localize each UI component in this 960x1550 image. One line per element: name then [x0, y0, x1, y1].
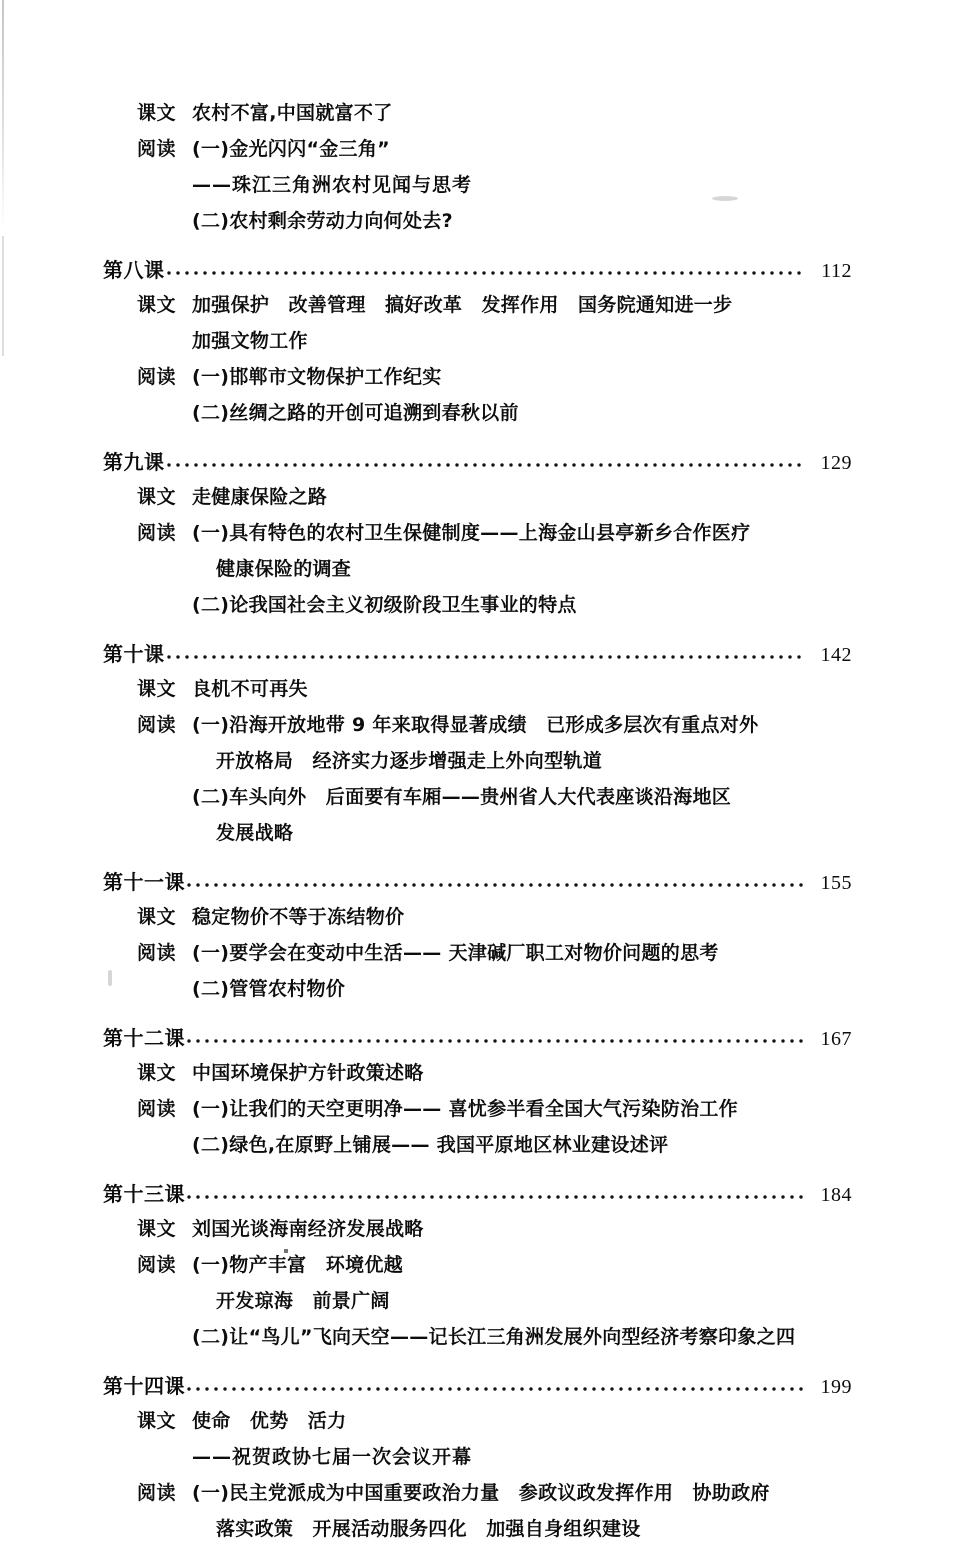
toc-entry-label: 阅读	[137, 1254, 177, 1276]
toc-entry-row	[0, 710, 960, 746]
lesson-title: 第八课	[103, 258, 165, 282]
toc-entry-text: 开放格局 经济实力逐步增强走上外向型轨道	[216, 750, 603, 772]
toc-entry-continuation	[0, 170, 960, 206]
toc-entry-row	[0, 98, 960, 134]
toc-entry-text: ——珠江三角洲农村见闻与思考	[192, 174, 473, 196]
toc-entry-text: (一)让我们的天空更明净—— 喜忧参半看全国大气污染防治工作	[192, 1098, 738, 1120]
toc-entry-row	[0, 902, 960, 938]
lesson-header-row[interactable]	[0, 1370, 960, 1406]
toc-entry-text: (二)让“鸟儿”飞向天空——记长江三角洲发展外向型经济考察印象之四	[192, 1326, 796, 1348]
toc-entry-text: (一)具有特色的农村卫生保健制度——上海金山县亭新乡合作医疗	[192, 522, 751, 544]
page-number: 129	[820, 452, 852, 474]
toc-entry-label: 阅读	[137, 714, 177, 736]
toc-entry-text: (一)物产丰富 环境优越	[192, 1254, 403, 1276]
toc-entry-text: (二)车头向外 后面要有车厢——贵州省人大代表座谈沿海地区	[192, 786, 732, 808]
toc-entry-row	[0, 1250, 960, 1286]
toc-entry-label: 阅读	[137, 1482, 177, 1504]
toc-entry-text: 健康保险的调查	[216, 558, 352, 580]
toc-entry-text: 使命 优势 活力	[192, 1410, 347, 1432]
lesson-header-row[interactable]	[0, 1022, 960, 1058]
dotted-leader	[167, 646, 805, 666]
lesson-header-row[interactable]	[0, 254, 960, 290]
toc-entry-label: 课文	[137, 486, 177, 508]
toc-entry-text: 落实政策 开展活动服务四化 加强自身组织建设	[216, 1518, 641, 1540]
toc-entry-row	[0, 482, 960, 518]
toc-entry-continuation	[0, 1322, 960, 1358]
page-number: 167	[820, 1028, 852, 1050]
toc-entry-label: 课文	[137, 294, 177, 316]
toc-entry-continuation	[0, 1442, 960, 1478]
toc-entry-text: (二)绿色,在原野上铺展—— 我国平原地区林业建设述评	[192, 1134, 669, 1156]
lesson-title: 第十一课	[103, 870, 185, 894]
toc-entry-text: (二)论我国社会主义初级阶段卫生事业的特点	[192, 594, 577, 616]
toc-entry-text: (二)丝绸之路的开创可追溯到春秋以前	[192, 402, 519, 424]
lesson-title: 第九课	[103, 450, 165, 474]
page-number: 184	[820, 1184, 852, 1206]
lesson-header-row[interactable]	[0, 1178, 960, 1214]
lesson-title: 第十三课	[103, 1182, 185, 1206]
toc-entry-row	[0, 938, 960, 974]
toc-entry-row	[0, 1406, 960, 1442]
toc-entry-text: 良机不可再失	[192, 678, 308, 700]
toc-entry-text: (一)金光闪闪“金三角”	[192, 138, 390, 160]
toc-entry-text: 农村不富,中国就富不了	[192, 102, 393, 124]
page-number: 155	[820, 872, 852, 894]
toc-entry-row	[0, 1058, 960, 1094]
toc-entry-row	[0, 518, 960, 554]
page-number: 199	[820, 1376, 852, 1398]
toc-entry-row	[0, 674, 960, 710]
toc-entry-text: (一)邯郸市文物保护工作纪实	[192, 366, 442, 388]
toc-entry-continuation	[0, 746, 960, 782]
toc-entry-continuation	[0, 1130, 960, 1166]
toc-entry-row	[0, 1094, 960, 1130]
toc-entry-label: 阅读	[137, 366, 177, 388]
dotted-leader	[187, 874, 804, 894]
toc-entry-continuation	[0, 326, 960, 362]
toc-entry-continuation	[0, 974, 960, 1010]
page-number: 142	[820, 644, 852, 666]
toc-entry-label: 课文	[137, 1410, 177, 1432]
toc-entry-row	[0, 1478, 960, 1514]
dotted-leader	[187, 1186, 804, 1206]
toc-entry-continuation	[0, 1286, 960, 1322]
dotted-leader	[187, 1030, 804, 1050]
toc-entry-row	[0, 134, 960, 170]
toc-entry-label: 课文	[137, 102, 177, 124]
toc-entry-text: 开发琼海 前景广阔	[216, 1290, 390, 1312]
toc-entry-text: (二)管管农村物价	[192, 978, 346, 1000]
dotted-leader	[187, 1378, 804, 1398]
lesson-title: 第十二课	[103, 1026, 185, 1050]
lesson-header-row[interactable]	[0, 446, 960, 482]
toc-entry-text: 发展战略	[216, 822, 294, 844]
toc-entry-text: ——祝贺政协七届一次会议开幕	[192, 1446, 473, 1468]
toc-entry-continuation	[0, 206, 960, 242]
lesson-title: 第十课	[103, 642, 165, 666]
toc-entry-continuation	[0, 398, 960, 434]
toc-entry-row	[0, 362, 960, 398]
toc-entry-text: 刘国光谈海南经济发展战略	[192, 1218, 424, 1240]
toc-entry-row	[0, 290, 960, 326]
lesson-header-row[interactable]	[0, 866, 960, 902]
toc-entry-label: 阅读	[137, 138, 177, 160]
toc-entry-label: 阅读	[137, 1098, 177, 1120]
toc-entry-continuation	[0, 782, 960, 818]
toc-entry-text: 中国环境保护方针政策述略	[192, 1062, 424, 1084]
table-of-contents	[0, 98, 960, 1550]
toc-entry-text: (二)农村剩余劳动力向何处去?	[192, 210, 453, 232]
toc-entry-text: 走健康保险之路	[192, 486, 328, 508]
toc-entry-label: 课文	[137, 906, 177, 928]
toc-entry-continuation	[0, 818, 960, 854]
toc-entry-text: (一)沿海开放地带 9 年来取得显著成绩 已形成多层次有重点对外	[192, 714, 759, 736]
dotted-leader	[167, 262, 805, 282]
toc-entry-continuation	[0, 554, 960, 590]
lesson-title: 第十四课	[103, 1374, 185, 1398]
lesson-header-row[interactable]	[0, 638, 960, 674]
toc-entry-text: 加强保护 改善管理 搞好改革 发挥作用 国务院通知进一步	[192, 294, 733, 316]
toc-entry-text: (一)民主党派成为中国重要政治力量 参政议政发挥作用 协助政府	[192, 1482, 770, 1504]
dotted-leader	[167, 454, 805, 474]
toc-entry-label: 课文	[137, 1218, 177, 1240]
page-number: 112	[821, 260, 852, 282]
toc-entry-label: 课文	[137, 678, 177, 700]
toc-entry-text: 稳定物价不等于冻结物价	[192, 906, 405, 928]
toc-entry-continuation	[0, 590, 960, 626]
toc-entry-label: 阅读	[137, 942, 177, 964]
toc-entry-row	[0, 1214, 960, 1250]
toc-entry-label: 阅读	[137, 522, 177, 544]
toc-entry-text: 加强文物工作	[192, 330, 308, 352]
toc-entry-label: 课文	[137, 1062, 177, 1084]
toc-entry-text: (一)要学会在变动中生活—— 天津碱厂职工对物价问题的思考	[192, 942, 719, 964]
toc-entry-continuation	[0, 1514, 960, 1550]
